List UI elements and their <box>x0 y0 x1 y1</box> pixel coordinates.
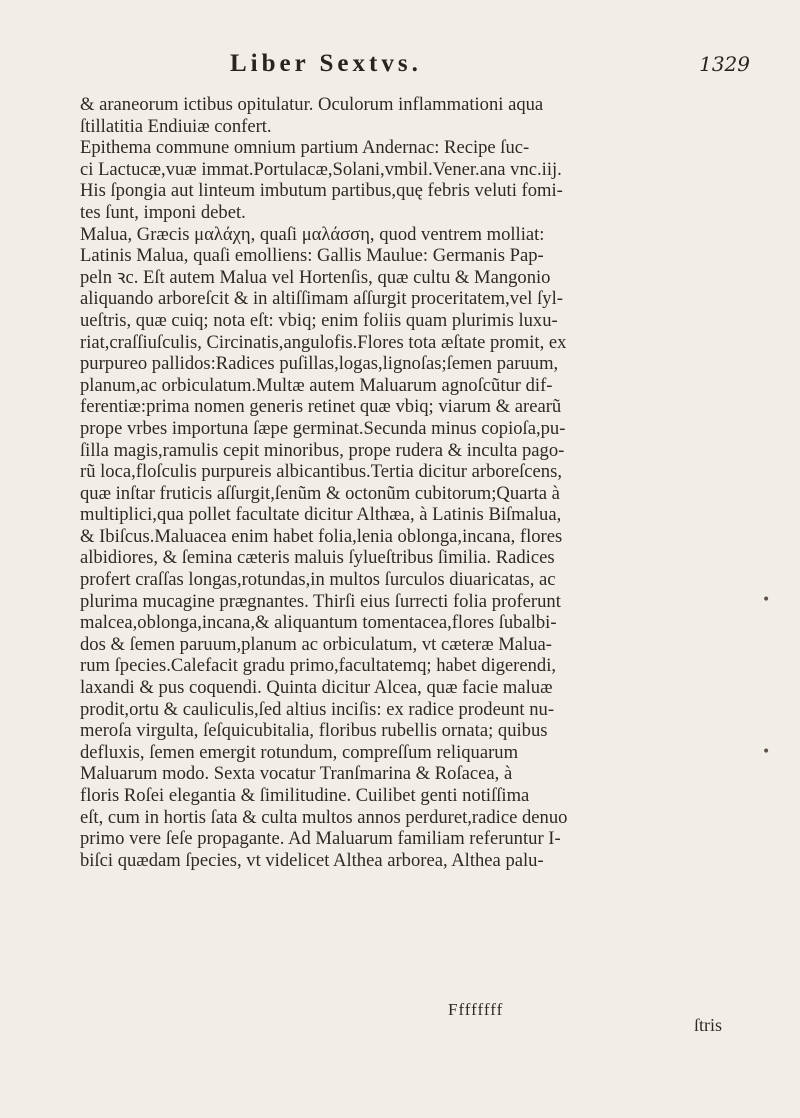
text-line: ferentiæ:prima nomen generis retinet quæ vbiq; viarum & arearũ <box>80 396 562 418</box>
text-line: biſci quædam ſpecies, vt videlicet Althea arborea, Althea palu- <box>80 849 544 871</box>
text-line: primo vere ſeſe propagante. Ad Maluarum familiam referuntur I- <box>80 828 561 850</box>
text-line: purpureo pallidos:Radices puſillas,logas,lignoſas;ſemen paruum, <box>80 353 559 375</box>
margin-mark: • <box>762 592 771 608</box>
text-line: Maluarum modo. Sexta vocatur Tranſmarina & Roſacea, à <box>80 763 513 785</box>
text-line: meroſa virgulta, ſeſquicubitalia, floribus rubellis ornata; quibus <box>80 720 548 742</box>
running-title: Liber Sextvs. <box>230 50 422 77</box>
text-line: peln ꝛc. Eſt autem Malua vel Hortenſis, quæ cultu & Mangonio <box>80 266 551 288</box>
text-line: Malua, Græcis μαλάχη, quaſi μαλάσση, quod ventrem molliat: <box>80 223 545 245</box>
text-line: prodit,ortu & cauliculis,ſed altius inciſis: ex radice prodeunt nu- <box>80 698 555 720</box>
text-line: aliquando arboreſcit & in altiſſimam aſſurgit proceritatem,vel ſyl- <box>80 288 563 310</box>
text-line: His ſpongia aut linteum imbutum partibus,quę febris veluti fomi- <box>80 180 563 202</box>
text-line: rum ſpecies.Calefacit gradu primo,facultatemq; habet digerendi, <box>80 655 557 677</box>
text-line: & Ibiſcus.Maluacea enim habet folia,lenia oblonga,incana, flores <box>80 525 563 547</box>
page-header <box>230 50 750 78</box>
text-line: rũ loca,floſculis purpureis albicantibus.Tertia dicitur arboreſcens, <box>80 461 562 483</box>
signature-mark: Ffffffff <box>448 1000 504 1019</box>
text-line: prope vrbes importuna ſæpe germinat.Secunda minus copioſa,pu- <box>80 417 566 439</box>
text-line: dos & ſemen paruum,planum ac orbiculatum, vt cæteræ Malua- <box>80 633 552 655</box>
text-line: Epithema commune omnium partium Andernac: Recipe ſuc- <box>80 137 530 159</box>
text-line: albidiores, & ſemina cæteris maluis ſylueſtribus ſimilia. Radices <box>80 547 555 569</box>
text-line: & araneorum ictibus opitulatur. Oculorum inflammationi aqua <box>80 94 544 115</box>
text-line: riat,craſſiuſculis, Circinatis,angulofis.Flores tota æſtate promit, ex <box>80 331 567 353</box>
text-line: ci Lactucæ,vuæ immat.Portulacæ,Solani,vmbil.Vener.ana vnc.iij. <box>80 158 562 180</box>
text-line: planum,ac orbiculatum.Multæ autem Maluarum agnoſcũtur dif- <box>80 374 553 396</box>
margin-mark: • <box>762 744 771 760</box>
text-line: ſilla magis,ramulis cepit minoribus, prope rudera & inculta pago- <box>80 439 565 461</box>
text-line: multiplici,qua pollet facultate dicitur Althæa, à Latinis Biſmalua, <box>80 504 562 526</box>
text-line: defluxis, ſemen emergit rotundum, compreſſum reliquarum <box>80 741 519 763</box>
text-line: ueſtris, quæ cuiq; nota eſt: vbiq; enim foliis quam plurimis luxu- <box>80 309 558 331</box>
catchword: ſtris <box>694 1015 723 1035</box>
text-line: profert craſſas longas,rotundas,in multos ſurculos diuaricatas, ac <box>80 569 556 591</box>
text-line: ſtillatitia Endiuiæ confert. <box>80 115 272 137</box>
text-line: floris Roſei elegantia & ſimilitudine. Cuilibet genti notiſſima <box>80 785 530 806</box>
text-line: quæ inſtar fruticis aſſurgit,ſenũm & octonũm cubitorum;Quarta à <box>80 482 560 504</box>
text-line: eſt, cum in hortis ſata & culta multos annos perduret,radice denuo <box>80 806 568 828</box>
text-line: malcea,oblonga,incana,& aliquantum tomentacea,flores ſubalbi- <box>80 612 557 634</box>
text-line: plurima mucagine prægnantes. Thirſi eius ſurrecti folia proferunt <box>80 590 561 612</box>
page-number: 1329 <box>699 52 750 76</box>
body-text <box>80 94 750 871</box>
text-line: Latinis Malua, quaſi emolliens: Gallis Maulue: Germanis Pap- <box>80 245 544 267</box>
text-line: laxandi & pus coquendi. Quinta dicitur Alcea, quæ facie maluæ <box>80 677 553 699</box>
text-line: tes ſunt, imponi debet. <box>80 201 246 223</box>
